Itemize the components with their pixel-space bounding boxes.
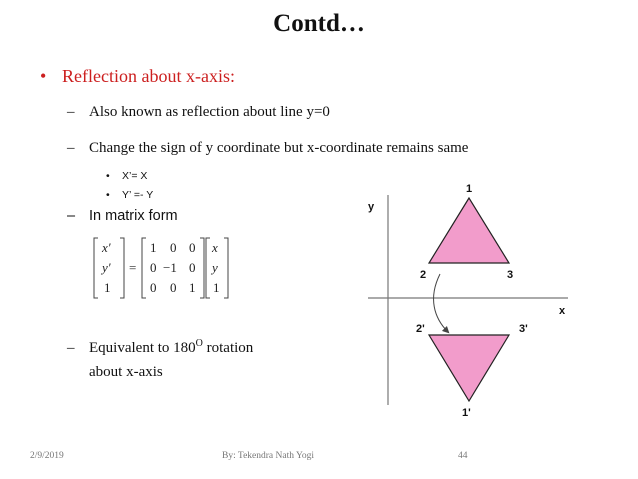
y-axis-label: y xyxy=(368,201,375,213)
original-triangle xyxy=(429,198,509,263)
matrix-equation xyxy=(90,236,230,302)
reflection-arrow xyxy=(434,274,448,332)
sub-bullet-marker: • xyxy=(106,189,110,201)
x-axis-label: x xyxy=(559,305,566,317)
footer-author: By: Tekendra Nath Yogi xyxy=(222,451,315,461)
list-item xyxy=(67,140,468,157)
m21: 0 xyxy=(170,280,177,295)
vertex-3-label: 3 xyxy=(507,269,514,281)
item-text: Change the sign of y coordinate but x-coordinate remains same xyxy=(89,140,469,156)
lhs-one: 1 xyxy=(104,280,111,295)
dash-marker: – xyxy=(67,104,75,120)
footer-page-number: 44 xyxy=(458,451,468,461)
equivalent-text: Equivalent to 180 xyxy=(89,340,196,356)
reflection-figure xyxy=(356,180,576,420)
list-item xyxy=(67,208,178,224)
sub-item-text: Y’ =- Y xyxy=(122,189,154,201)
list-item xyxy=(67,104,330,121)
dash-marker: – xyxy=(67,208,76,224)
m12: 0 xyxy=(189,260,196,275)
rhs-y: y xyxy=(212,260,218,275)
main-bullet-text: Reflection about x-axis: xyxy=(62,66,235,86)
matrix-label: In matrix form xyxy=(89,208,178,224)
list-item xyxy=(67,338,253,357)
degree-superscript: O xyxy=(195,338,203,349)
m22: 1 xyxy=(189,280,196,295)
rhs-one: 1 xyxy=(213,280,220,295)
m02: 0 xyxy=(189,240,196,255)
m00: 1 xyxy=(150,240,157,255)
m10: 0 xyxy=(150,260,157,275)
equals-sign: = xyxy=(129,260,137,275)
slide-title: Contd… xyxy=(273,10,365,37)
sub-list-item xyxy=(106,170,147,182)
reflected-triangle xyxy=(429,335,509,401)
footer-date: 2/9/2019 xyxy=(30,451,64,461)
sub-item-text: X’= X xyxy=(122,170,148,182)
vertex-2-prime-label: 2' xyxy=(416,323,425,335)
vertex-2-label: 2 xyxy=(420,269,427,281)
m01: 0 xyxy=(170,240,177,255)
m20: 0 xyxy=(150,280,157,295)
bullet-marker: • xyxy=(40,66,47,86)
lhs-y: y′ xyxy=(102,260,111,275)
m11: −1 xyxy=(163,260,177,275)
equivalent-suffix: rotation xyxy=(202,340,254,356)
main-bullet xyxy=(40,66,235,87)
item-text: Also known as reflection about line y=0 xyxy=(89,104,330,120)
rhs-x: x xyxy=(212,240,218,255)
dash-marker: – xyxy=(67,140,75,156)
equivalent-line-2: about x-axis xyxy=(89,364,163,380)
vertex-3-prime-label: 3' xyxy=(519,323,528,335)
lhs-x: x′ xyxy=(102,240,111,255)
vertex-1-label: 1 xyxy=(466,183,473,195)
vertex-1-prime-label: 1' xyxy=(462,407,471,419)
dash-marker: – xyxy=(67,340,75,356)
sub-bullet-marker: • xyxy=(106,170,110,182)
sub-list-item xyxy=(106,189,153,201)
